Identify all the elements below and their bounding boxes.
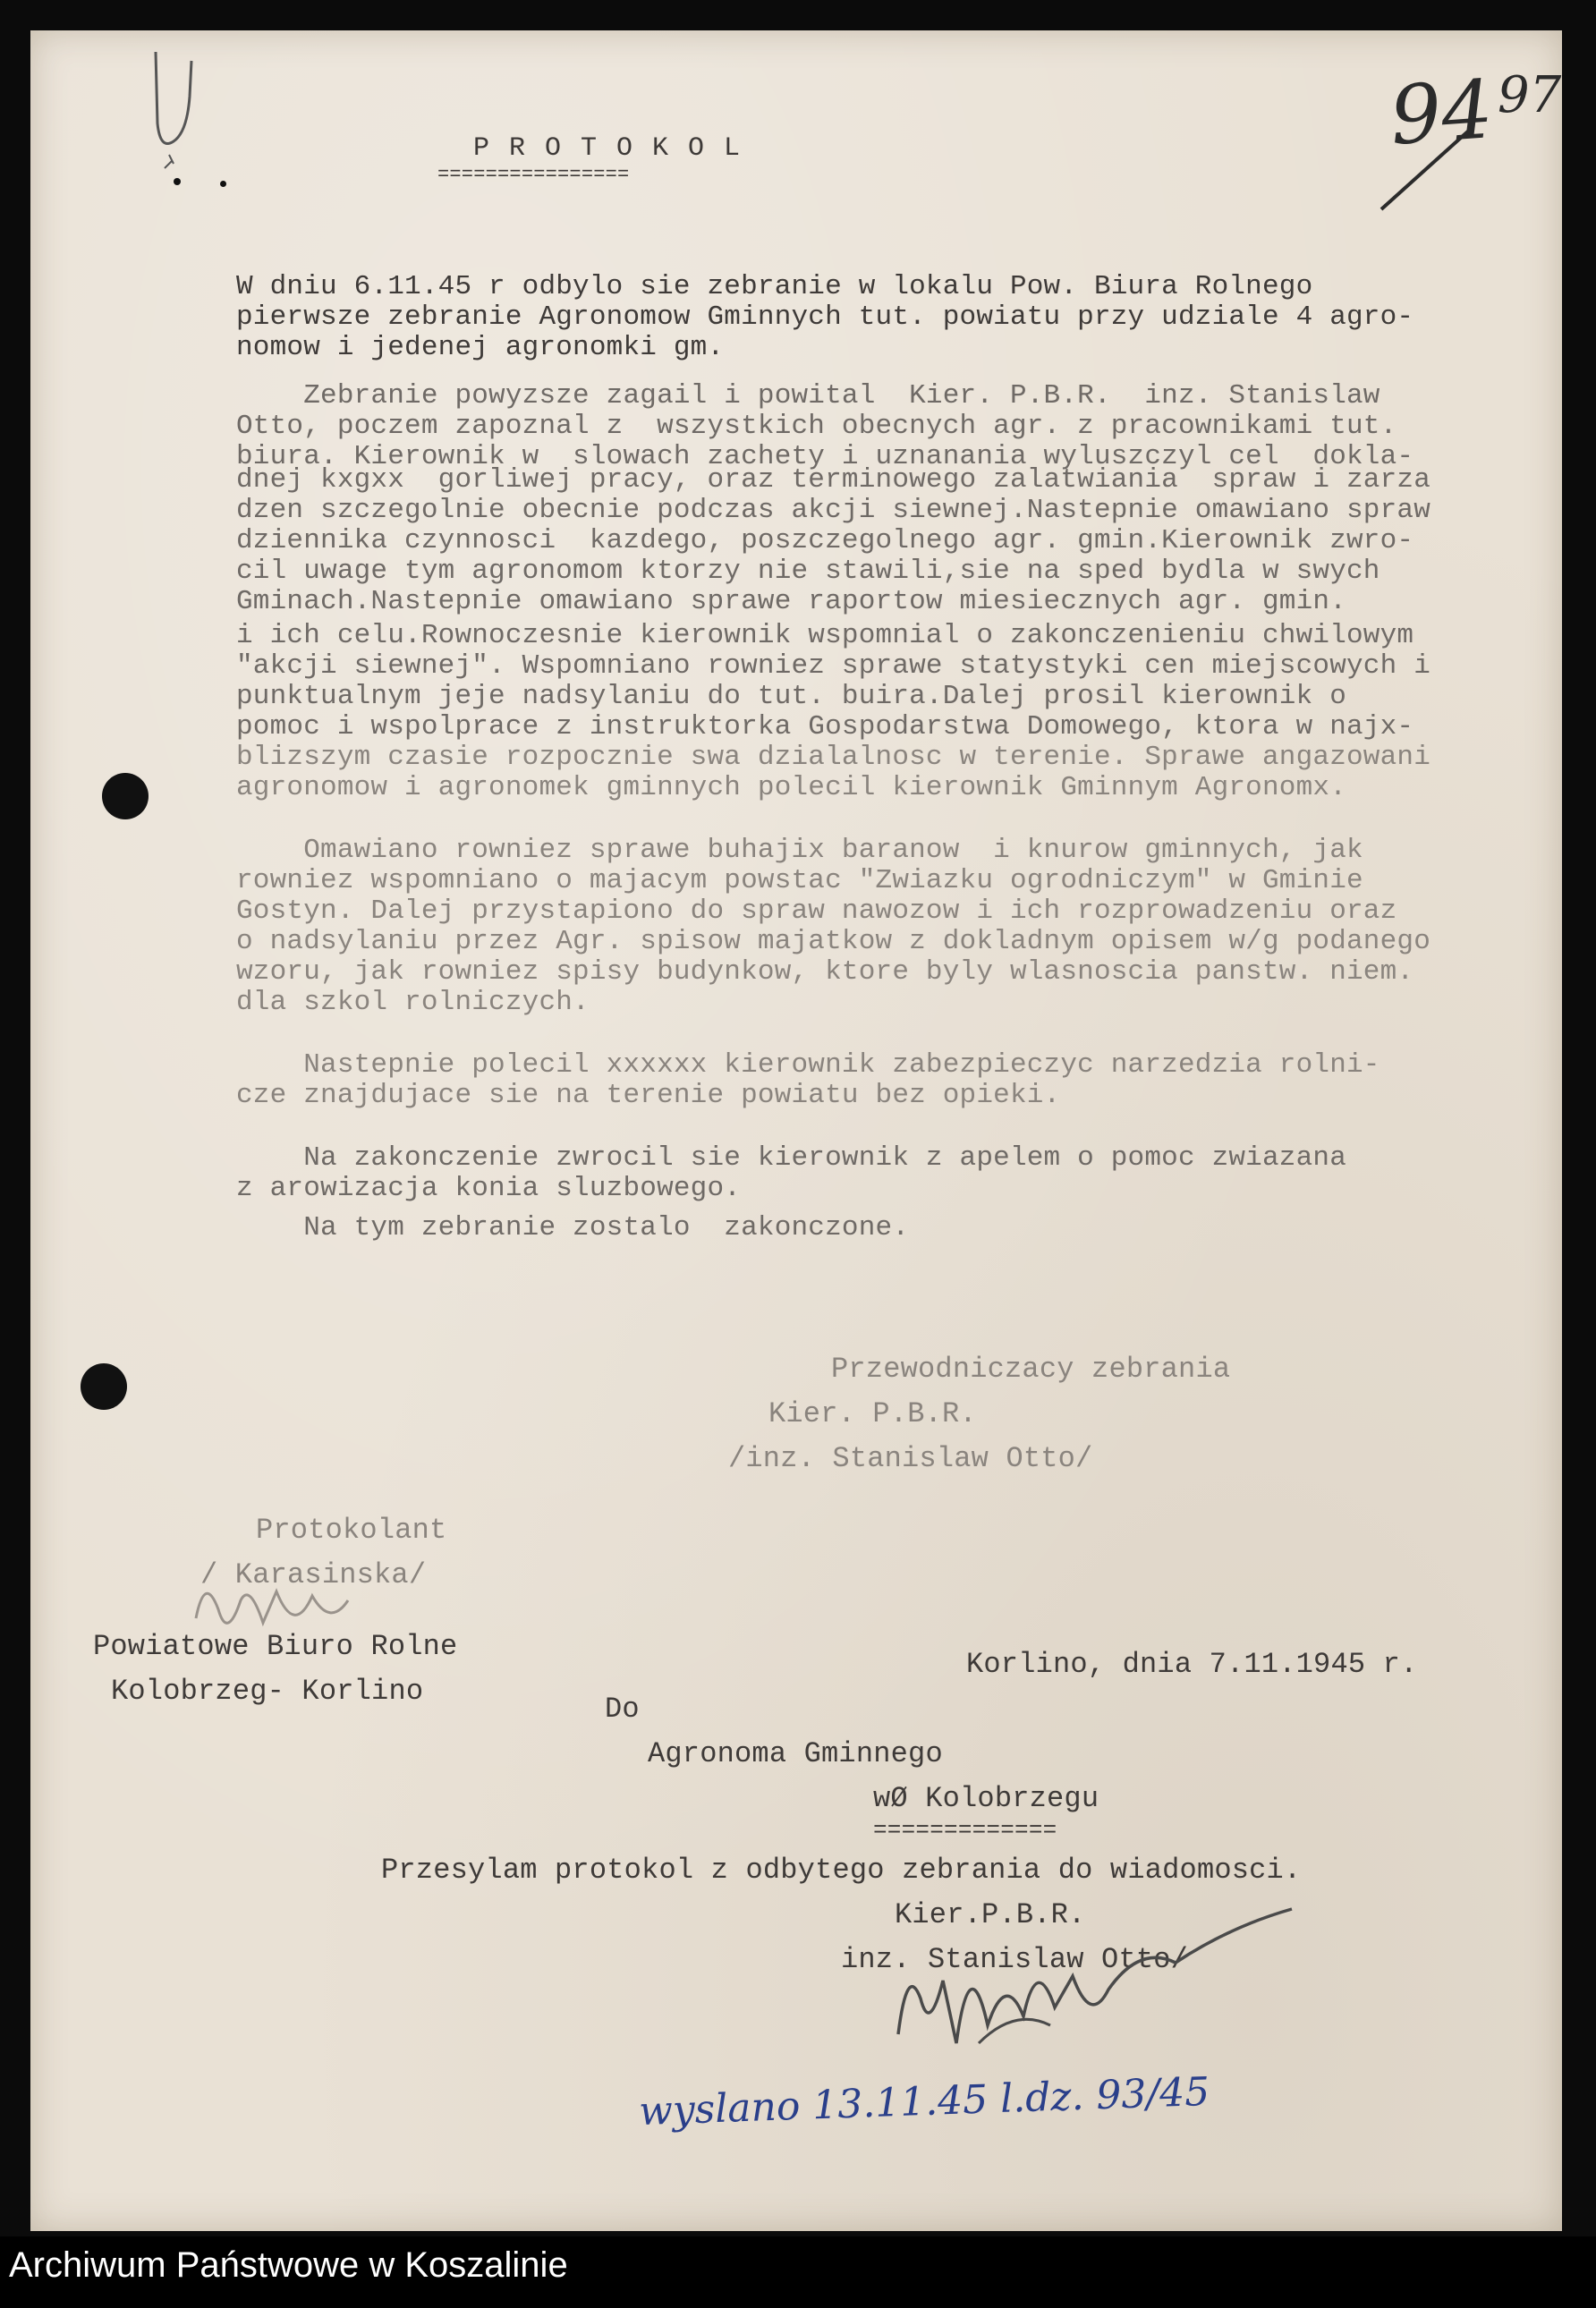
body-line: agronomow i agronomek gminnych polecil kierownik Gminnym Agronomx.: [236, 773, 1346, 803]
mark-dot: [174, 178, 181, 185]
chairman-title: Przewodniczacy zebrania: [831, 1353, 1231, 1386]
letter-message: Przesylam protokol z odbytego zebrania do wiadomosci.: [381, 1854, 1302, 1887]
handwritten-dispatch-note: wyslano 13.11.45 l.dz. 93/45: [638, 2068, 1211, 2135]
body-line: Gminach.Nastepnie omawiano sprawe raportow miesiecznych agr. gmin.: [236, 587, 1346, 617]
pencil-mark: [120, 43, 209, 186]
punch-hole: [81, 1363, 127, 1410]
body-line: dziennika czynnosci kazdego, poszczegolnego agr. gmin.Kierownik zwro-: [236, 526, 1414, 556]
chairman-office: Kier. P.B.R.: [768, 1397, 977, 1430]
footer-label: Archiwum Państwowe w Koszalinie: [9, 2245, 568, 2285]
body-line: rowniez wspomniano o majacym powstac "Zwiazku ogrodniczym" w Gminie: [236, 866, 1363, 896]
body-line: pomoc i wspolprace z instruktorka Gospodarstwa Domowego, ktora w najx-: [236, 712, 1414, 742]
strike-mark: [1372, 120, 1480, 218]
body-line: Otto, poczem zapoznal z wszystkich obecnych agr. z pracownikami tut.: [236, 412, 1397, 442]
body-line: Na zakonczenie zwrocil sie kierownik z apelem o pomoc zwiazana: [236, 1143, 1346, 1174]
archive-number-small: 97: [1498, 66, 1562, 124]
recipient-underline: =============: [873, 1817, 1057, 1844]
sign-name: inz. Stanislaw Otto/: [841, 1943, 1189, 1976]
title-underline: ================: [437, 164, 630, 186]
body-line: o nadsylaniu przez Agr. spisow majatkow z dokladnym opisem w/g podanego: [236, 927, 1431, 957]
body-line: dla szkol rolniczych.: [236, 988, 590, 1018]
body-line: Na tym zebranie zostalo zakonczone.: [236, 1213, 910, 1243]
body-line: nomow i jedenej agronomki gm.: [236, 333, 725, 363]
body-line: W dniu 6.11.45 r odbylo sie zebranie w lokalu Pow. Biura Rolnego: [236, 272, 1313, 302]
sender-line-2: Kolobrzeg- Korlino: [111, 1675, 424, 1708]
body-line: pierwsze zebranie Agronomow Gminnych tut. powiatu przy udziale 4 agro-: [236, 302, 1414, 333]
recorder-name: / Karasinska/: [200, 1558, 427, 1591]
body-line: "akcji siewnej". Wspomniano rowniez sprawe statystyki cen miejscowych i: [236, 651, 1431, 682]
recipient-line-1: Agronoma Gminnego: [648, 1737, 943, 1770]
body-line: z arowizacja konia sluzbowego.: [236, 1174, 742, 1204]
sign-title: Kier.P.B.R.: [895, 1898, 1086, 1931]
body-line: Nastepnie polecil xxxxxx kierownik zabezpieczyc narzedzia rolni-: [236, 1050, 1380, 1081]
to-prefix: Do: [605, 1693, 640, 1726]
body-line: Gostyn. Dalej przystapiono do spraw nawozow i ich rozprowadzeniu oraz: [236, 896, 1397, 927]
body-line: punktualnym jeje nadsylaniu do tut. buira.Dalej prosil kierownik o: [236, 682, 1346, 712]
document-title: P R O T O K O L: [473, 133, 743, 164]
director-signature: [871, 1891, 1319, 2070]
sender-line-1: Powiatowe Biuro Rolne: [93, 1630, 458, 1663]
paper-sheet: [30, 30, 1562, 2231]
archive-number: 94: [1387, 63, 1497, 164]
body-line: cze znajdujace sie na terenie powiatu bez opieki.: [236, 1081, 1061, 1111]
body-line: cil uwage tym agronomom ktorzy nie stawili,sie na sped bydla w swych: [236, 556, 1380, 587]
recipient-line-2: wØ Kolobrzegu: [873, 1782, 1099, 1815]
body-line: Omawiano rowniez sprawe buhajix baranow i knurow gminnych, jak: [236, 836, 1363, 866]
chairman-name: /inz. Stanislaw Otto/: [728, 1442, 1093, 1475]
body-line: dnej kxgxx gorliwej pracy, oraz terminowego zalatwiania spraw i zarza: [236, 465, 1431, 496]
mark-dot: [220, 181, 226, 187]
punch-hole: [102, 773, 149, 819]
body-line: wzoru, jak rowniez spisy budynkow, ktore byly wlasnoscia panstw. niem.: [236, 957, 1414, 988]
body-line: i ich celu.Rownoczesnie kierownik wspomnial o zakonczenieniu chwilowym: [236, 621, 1414, 651]
place-date: Korlino, dnia 7.11.1945 r.: [966, 1648, 1418, 1681]
body-line: Zebranie powyzsze zagail i powital Kier. P.B.R. inz. Stanislaw: [236, 381, 1380, 412]
body-line: blizszym czasie rozpocznie swa dzialalnosc w terenie. Sprawe angazowani: [236, 742, 1431, 773]
body-line: dzen szczegolnie obecnie podczas akcji siewnej.Nastepnie omawiano spraw: [236, 496, 1431, 526]
body-line: biura. Kierownik w slowach zachety i uznanania wyluszczyl cel dokla-: [236, 442, 1414, 472]
recorder-title: Protokolant: [256, 1514, 447, 1547]
